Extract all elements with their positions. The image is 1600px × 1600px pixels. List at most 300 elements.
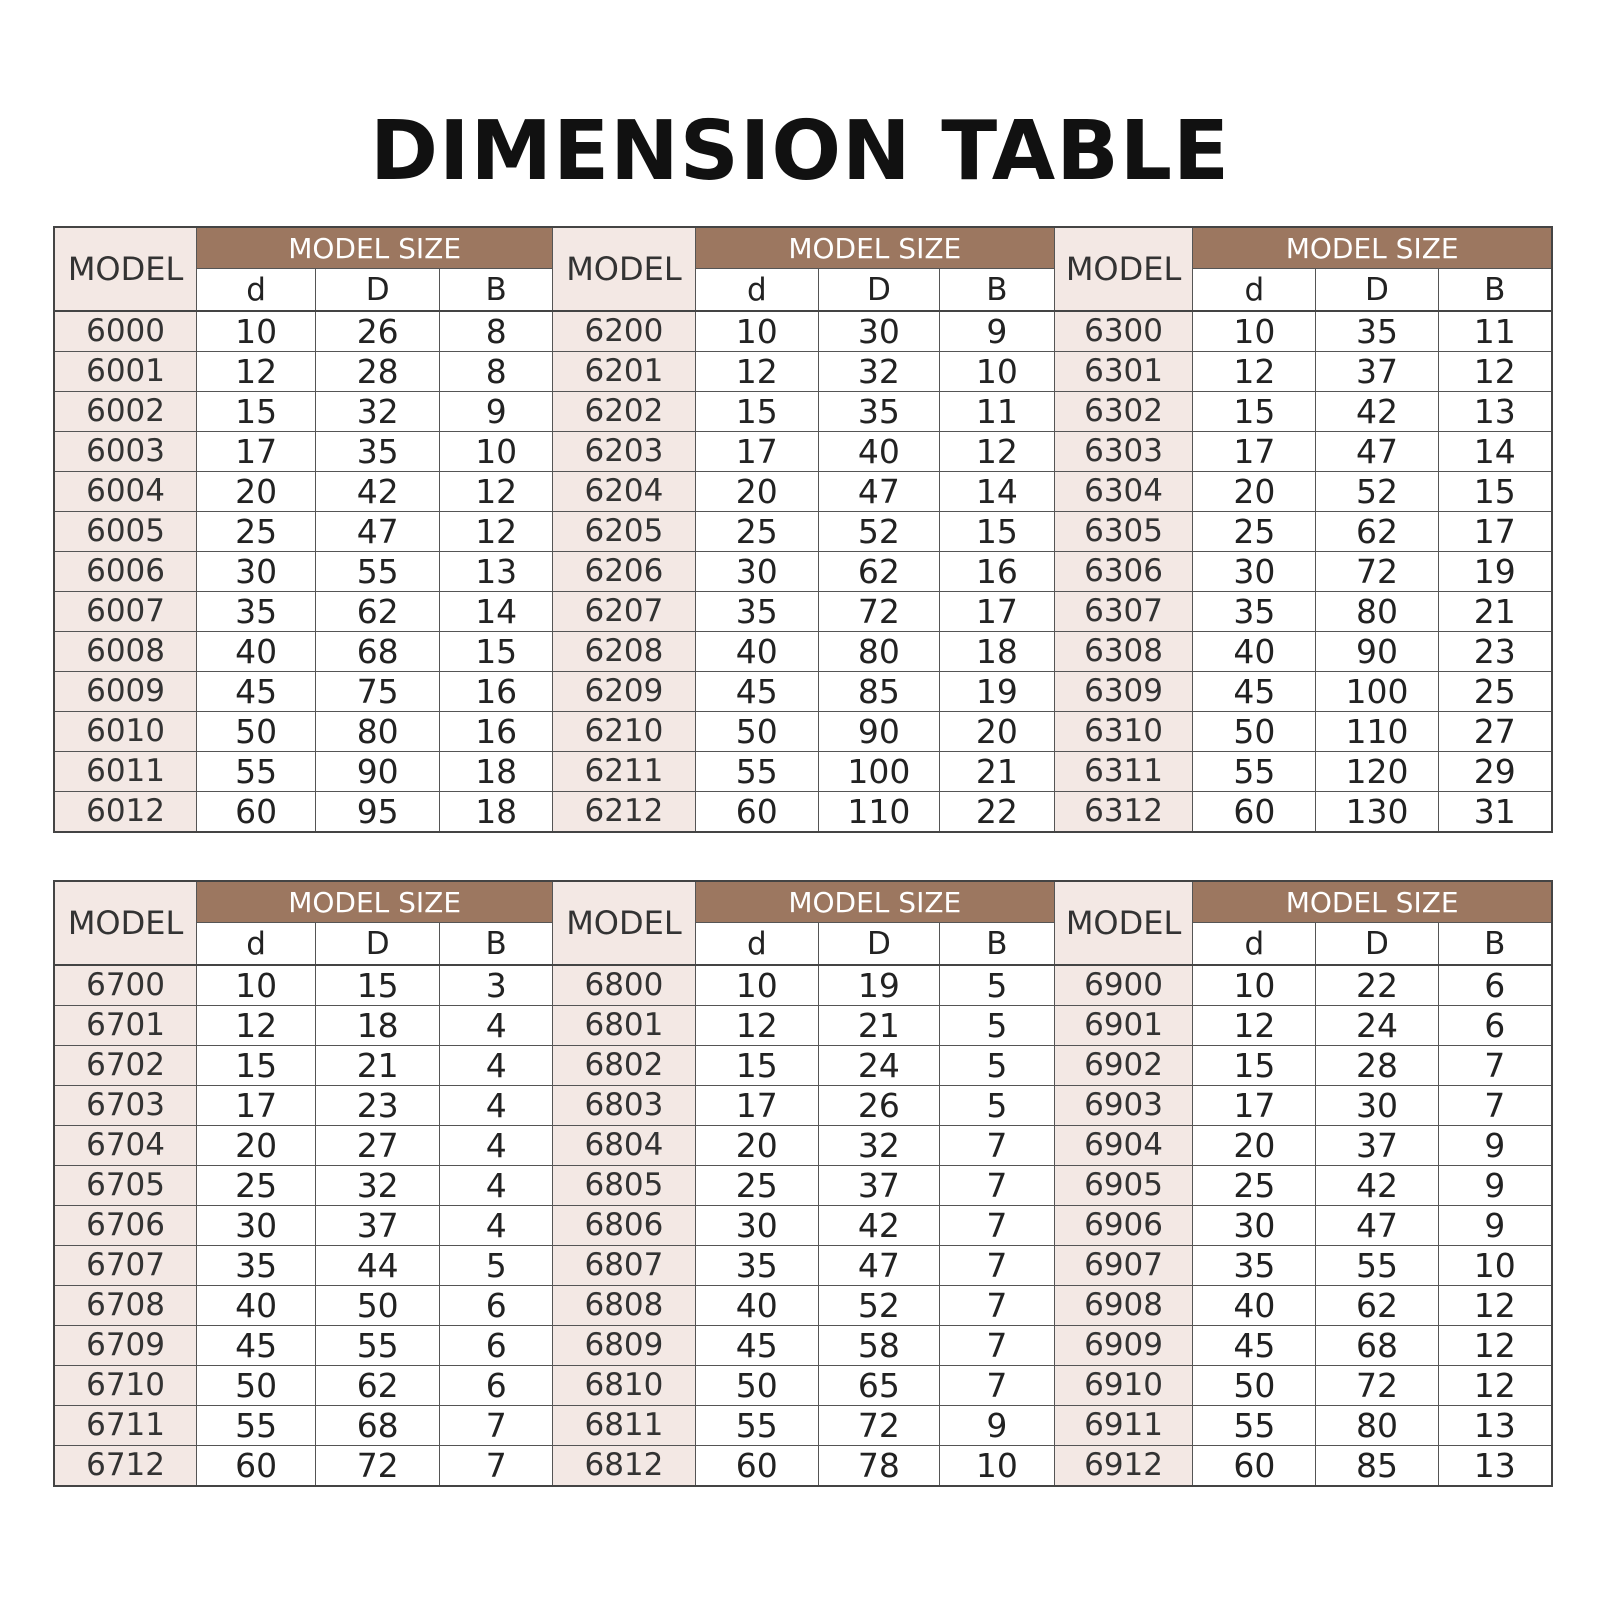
model-cell: 6303 — [1054, 432, 1193, 472]
model-cell: 6005 — [54, 512, 197, 552]
dimension-col-header-d: d — [695, 923, 818, 966]
model-cell: 6205 — [553, 512, 696, 552]
model-cell: 6804 — [553, 1126, 696, 1166]
dimension-cell: 55 — [316, 1326, 440, 1366]
model-cell: 6000 — [54, 311, 197, 352]
dimension-cell: 12 — [440, 472, 553, 512]
dimension-col-header-D: D — [316, 923, 440, 966]
dimension-cell: 55 — [1193, 1406, 1316, 1446]
dimension-cell: 16 — [939, 552, 1054, 592]
dimension-col-header-B: B — [1438, 923, 1552, 966]
dimension-cell: 15 — [1193, 1046, 1316, 1086]
table-row — [54, 1406, 1552, 1446]
dimension-cell: 6 — [440, 1286, 553, 1326]
dimension-cell: 11 — [939, 392, 1054, 432]
dimension-cell: 4 — [440, 1046, 553, 1086]
table-row — [54, 432, 1552, 472]
model-cell: 6206 — [553, 552, 696, 592]
dimension-cell: 15 — [1438, 472, 1552, 512]
dimension-cell: 9 — [1438, 1126, 1552, 1166]
dimension-cell: 30 — [1193, 1206, 1316, 1246]
dimension-cell: 30 — [695, 1206, 818, 1246]
dimension-col-header-B: B — [939, 269, 1054, 312]
table-row — [54, 672, 1552, 712]
dimension-cell: 17 — [197, 432, 316, 472]
model-cell: 6008 — [54, 632, 197, 672]
table-row — [54, 1086, 1552, 1126]
dimension-cell: 20 — [695, 1126, 818, 1166]
dimension-cell: 55 — [316, 552, 440, 592]
dimension-cell: 32 — [818, 352, 939, 392]
dimension-cell: 50 — [1193, 712, 1316, 752]
dimension-cell: 4 — [440, 1006, 553, 1046]
dimension-cell: 15 — [197, 1046, 316, 1086]
dimension-cell: 55 — [695, 752, 818, 792]
dimension-cell: 80 — [1316, 1406, 1438, 1446]
dimension-cell: 27 — [1438, 712, 1552, 752]
table-row — [54, 752, 1552, 792]
model-column-header: MODEL — [553, 881, 696, 965]
dimension-cell: 45 — [197, 672, 316, 712]
dimension-cell: 15 — [939, 512, 1054, 552]
dimension-col-header-D: D — [316, 269, 440, 312]
dimension-cell: 95 — [316, 792, 440, 833]
model-cell: 6209 — [553, 672, 696, 712]
model-cell: 6706 — [54, 1206, 197, 1246]
page-title: DIMENSION TABLE — [369, 104, 1231, 199]
dimension-cell: 85 — [1316, 1446, 1438, 1487]
dimension-cell: 78 — [818, 1446, 939, 1487]
model-cell: 6810 — [553, 1366, 696, 1406]
dimension-cell: 13 — [1438, 1446, 1552, 1487]
dimension-cell: 12 — [939, 432, 1054, 472]
dimension-cell: 12 — [197, 352, 316, 392]
dimension-cell: 35 — [1193, 592, 1316, 632]
dimension-cell: 6 — [440, 1326, 553, 1366]
dimension-col-header-d: d — [1193, 269, 1316, 312]
dimension-cell: 9 — [1438, 1206, 1552, 1246]
table-row — [54, 1366, 1552, 1406]
dimension-cell: 40 — [818, 432, 939, 472]
dimension-cell: 20 — [197, 1126, 316, 1166]
table-row — [54, 1166, 1552, 1206]
dimension-cell: 12 — [1438, 352, 1552, 392]
model-cell: 6307 — [1054, 592, 1193, 632]
dimension-cell: 130 — [1316, 792, 1438, 833]
dimension-cell: 10 — [440, 432, 553, 472]
dimension-cell: 28 — [1316, 1046, 1438, 1086]
dimension-cell: 26 — [316, 311, 440, 352]
model-cell: 6309 — [1054, 672, 1193, 712]
dimension-cell: 35 — [197, 592, 316, 632]
model-size-header: MODEL SIZE — [197, 881, 553, 923]
dimension-cell: 4 — [440, 1166, 553, 1206]
dimension-cell: 29 — [1438, 752, 1552, 792]
dimension-cell: 15 — [695, 392, 818, 432]
dimension-cell: 32 — [316, 392, 440, 432]
dimension-cell: 28 — [316, 352, 440, 392]
dimension-cell: 35 — [1193, 1246, 1316, 1286]
dimension-cell: 17 — [939, 592, 1054, 632]
dimension-cell: 12 — [197, 1006, 316, 1046]
dimension-cell: 10 — [695, 311, 818, 352]
dimension-cell: 58 — [818, 1326, 939, 1366]
table-row — [54, 472, 1552, 512]
dimension-cell: 42 — [1316, 1166, 1438, 1206]
model-cell: 6909 — [1054, 1326, 1193, 1366]
dimension-cell: 7 — [939, 1126, 1054, 1166]
dimension-cell: 9 — [939, 311, 1054, 352]
dimension-col-header-D: D — [818, 269, 939, 312]
dimension-col-header-B: B — [440, 269, 553, 312]
dimension-cell: 42 — [1316, 392, 1438, 432]
dimension-cell: 90 — [1316, 632, 1438, 672]
dimension-cell: 62 — [818, 552, 939, 592]
dimension-cell: 19 — [818, 965, 939, 1006]
dimension-cell: 7 — [939, 1246, 1054, 1286]
dimension-cell: 37 — [818, 1166, 939, 1206]
dimension-cell: 4 — [440, 1126, 553, 1166]
dimension-cell: 5 — [939, 1046, 1054, 1086]
model-size-header: MODEL SIZE — [695, 227, 1054, 269]
dimension-cell: 80 — [1316, 592, 1438, 632]
table-row — [54, 792, 1552, 833]
dimension-cell: 72 — [1316, 552, 1438, 592]
dimension-cell: 10 — [939, 352, 1054, 392]
dimension-cell: 25 — [1438, 672, 1552, 712]
dimension-cell: 55 — [197, 752, 316, 792]
table-row — [54, 1046, 1552, 1086]
dimension-cell: 7 — [440, 1406, 553, 1446]
dimension-cell: 13 — [1438, 1406, 1552, 1446]
model-cell: 6905 — [1054, 1166, 1193, 1206]
dimension-cell: 19 — [939, 672, 1054, 712]
table-row — [54, 1206, 1552, 1246]
model-cell: 6004 — [54, 472, 197, 512]
model-cell: 6212 — [553, 792, 696, 833]
model-cell: 6211 — [553, 752, 696, 792]
model-cell: 6006 — [54, 552, 197, 592]
dimension-cell: 60 — [695, 1446, 818, 1487]
dimension-cell: 90 — [818, 712, 939, 752]
model-cell: 6911 — [1054, 1406, 1193, 1446]
dimension-cell: 25 — [695, 512, 818, 552]
dimension-table-top — [53, 226, 1553, 833]
dimension-cell: 23 — [1438, 632, 1552, 672]
dimension-cell: 45 — [197, 1326, 316, 1366]
dimension-cell: 35 — [1316, 311, 1438, 352]
dimension-cell: 45 — [1193, 672, 1316, 712]
dimension-cell: 13 — [440, 552, 553, 592]
dimension-cell: 72 — [818, 592, 939, 632]
dimension-cell: 24 — [818, 1046, 939, 1086]
dimension-cell: 6 — [1438, 965, 1552, 1006]
dimension-cell: 10 — [695, 965, 818, 1006]
dimension-cell: 9 — [440, 392, 553, 432]
dimension-cell: 25 — [1193, 512, 1316, 552]
model-cell: 6310 — [1054, 712, 1193, 752]
model-cell: 6306 — [1054, 552, 1193, 592]
model-cell: 6700 — [54, 965, 197, 1006]
model-cell: 6901 — [1054, 1006, 1193, 1046]
dimension-cell: 17 — [1193, 432, 1316, 472]
dimension-cell: 35 — [695, 592, 818, 632]
dimension-cell: 47 — [1316, 1206, 1438, 1246]
dimension-cell: 20 — [1193, 1126, 1316, 1166]
table-row — [54, 965, 1552, 1006]
model-column-header: MODEL — [1054, 881, 1193, 965]
dimension-cell: 62 — [316, 592, 440, 632]
dimension-cell: 25 — [1193, 1166, 1316, 1206]
dimension-col-header-D: D — [1316, 923, 1438, 966]
dimension-cell: 42 — [316, 472, 440, 512]
dimension-cell: 30 — [197, 552, 316, 592]
table-row — [54, 392, 1552, 432]
dimension-cell: 22 — [939, 792, 1054, 833]
dimension-cell: 37 — [316, 1206, 440, 1246]
dimension-cell: 30 — [695, 552, 818, 592]
dimension-cell: 10 — [939, 1446, 1054, 1487]
dimension-cell: 21 — [818, 1006, 939, 1046]
model-cell: 6300 — [1054, 311, 1193, 352]
model-cell: 6703 — [54, 1086, 197, 1126]
model-size-header: MODEL SIZE — [695, 881, 1054, 923]
dimension-cell: 50 — [316, 1286, 440, 1326]
model-cell: 6204 — [553, 472, 696, 512]
dimension-cell: 32 — [316, 1166, 440, 1206]
dimension-cell: 30 — [197, 1206, 316, 1246]
model-cell: 6906 — [1054, 1206, 1193, 1246]
dimension-cell: 4 — [440, 1206, 553, 1246]
dimension-cell: 15 — [316, 965, 440, 1006]
dimension-cell: 72 — [1316, 1366, 1438, 1406]
dimension-cell: 12 — [1193, 1006, 1316, 1046]
dimension-cell: 3 — [440, 965, 553, 1006]
model-cell: 6010 — [54, 712, 197, 752]
dimension-cell: 52 — [818, 512, 939, 552]
dimension-cell: 7 — [939, 1366, 1054, 1406]
dimension-cell: 14 — [440, 592, 553, 632]
model-cell: 6302 — [1054, 392, 1193, 432]
dimension-cell: 10 — [197, 311, 316, 352]
dimension-cell: 5 — [939, 1006, 1054, 1046]
dimension-col-header-d: d — [197, 269, 316, 312]
dimension-cell: 35 — [818, 392, 939, 432]
dimension-cell: 72 — [316, 1446, 440, 1487]
model-cell: 6203 — [553, 432, 696, 472]
dimension-cell: 40 — [197, 1286, 316, 1326]
table-row — [54, 311, 1552, 352]
dimension-cell: 100 — [818, 752, 939, 792]
subheader-row — [54, 269, 1552, 312]
dimension-table-bottom — [53, 880, 1553, 1487]
dimension-cell: 75 — [316, 672, 440, 712]
dimension-cell: 7 — [1438, 1046, 1552, 1086]
dimension-cell: 37 — [1316, 1126, 1438, 1166]
dimension-cell: 21 — [1438, 592, 1552, 632]
dimension-cell: 4 — [440, 1086, 553, 1126]
dimension-cell: 12 — [695, 352, 818, 392]
dimension-cell: 7 — [939, 1166, 1054, 1206]
table-row — [54, 1126, 1552, 1166]
model-cell: 6902 — [1054, 1046, 1193, 1086]
dimension-cell: 10 — [197, 965, 316, 1006]
model-cell: 6308 — [1054, 632, 1193, 672]
dimension-col-header-D: D — [1316, 269, 1438, 312]
dimension-cell: 18 — [440, 752, 553, 792]
dimension-cell: 45 — [695, 672, 818, 712]
dimension-cell: 7 — [1438, 1086, 1552, 1126]
dimension-cell: 27 — [316, 1126, 440, 1166]
dimension-cell: 35 — [197, 1246, 316, 1286]
dimension-cell: 23 — [316, 1086, 440, 1126]
model-cell: 6711 — [54, 1406, 197, 1446]
dimension-cell: 45 — [1193, 1326, 1316, 1366]
model-cell: 6002 — [54, 392, 197, 432]
dimension-cell: 40 — [695, 1286, 818, 1326]
dimension-cell: 47 — [316, 512, 440, 552]
model-cell: 6801 — [553, 1006, 696, 1046]
dimension-cell: 12 — [440, 512, 553, 552]
dimension-cell: 7 — [939, 1286, 1054, 1326]
dimension-cell: 11 — [1438, 311, 1552, 352]
dimension-cell: 16 — [440, 712, 553, 752]
dimension-cell: 55 — [1316, 1246, 1438, 1286]
dimension-col-header-D: D — [818, 923, 939, 966]
dimension-cell: 62 — [1316, 512, 1438, 552]
dimension-cell: 85 — [818, 672, 939, 712]
dimension-cell: 47 — [818, 1246, 939, 1286]
dimension-cell: 12 — [1438, 1286, 1552, 1326]
dimension-cell: 68 — [316, 1406, 440, 1446]
dimension-cell: 35 — [316, 432, 440, 472]
dimension-cell: 60 — [695, 792, 818, 833]
table-row — [54, 1006, 1552, 1046]
table-row — [54, 512, 1552, 552]
dimension-cell: 31 — [1438, 792, 1552, 833]
model-cell: 6704 — [54, 1126, 197, 1166]
model-cell: 6800 — [553, 965, 696, 1006]
dimension-cell: 12 — [1438, 1326, 1552, 1366]
dimension-cell: 19 — [1438, 552, 1552, 592]
dimension-col-header-B: B — [440, 923, 553, 966]
model-cell: 6803 — [553, 1086, 696, 1126]
dimension-cell: 16 — [440, 672, 553, 712]
dimension-cell: 40 — [197, 632, 316, 672]
model-column-header: MODEL — [1054, 227, 1193, 311]
dimension-cell: 20 — [939, 712, 1054, 752]
dimension-cell: 10 — [1193, 311, 1316, 352]
dimension-cell: 55 — [1193, 752, 1316, 792]
dimension-cell: 10 — [1438, 1246, 1552, 1286]
model-cell: 6708 — [54, 1286, 197, 1326]
dimension-cell: 17 — [1193, 1086, 1316, 1126]
model-cell: 6811 — [553, 1406, 696, 1446]
dimension-cell: 17 — [695, 432, 818, 472]
dimension-cell: 20 — [1193, 472, 1316, 512]
model-cell: 6705 — [54, 1166, 197, 1206]
header-row — [54, 227, 1552, 269]
dimension-cell: 10 — [1193, 965, 1316, 1006]
dimension-cell: 12 — [1193, 352, 1316, 392]
dimension-cell: 30 — [1193, 552, 1316, 592]
dimension-cell: 5 — [939, 1086, 1054, 1126]
dimension-cell: 15 — [1193, 392, 1316, 432]
dimension-cell: 55 — [695, 1406, 818, 1446]
model-cell: 6207 — [553, 592, 696, 632]
dimension-cell: 17 — [1438, 512, 1552, 552]
model-cell: 6912 — [1054, 1446, 1193, 1487]
model-cell: 6701 — [54, 1006, 197, 1046]
dimension-cell: 110 — [818, 792, 939, 833]
table-row — [54, 1286, 1552, 1326]
dimension-cell: 26 — [818, 1086, 939, 1126]
model-column-header: MODEL — [553, 227, 696, 311]
table-row — [54, 1246, 1552, 1286]
dimension-cell: 60 — [1193, 1446, 1316, 1487]
dimension-cell: 40 — [1193, 632, 1316, 672]
model-cell: 6201 — [553, 352, 696, 392]
table-row — [54, 552, 1552, 592]
dimension-cell: 72 — [818, 1406, 939, 1446]
model-cell: 6012 — [54, 792, 197, 833]
dimension-cell: 47 — [1316, 432, 1438, 472]
model-cell: 6904 — [1054, 1126, 1193, 1166]
dimension-cell: 50 — [197, 712, 316, 752]
model-cell: 6712 — [54, 1446, 197, 1487]
dimension-cell: 60 — [1193, 792, 1316, 833]
subheader-row — [54, 923, 1552, 966]
dimension-cell: 42 — [818, 1206, 939, 1246]
dimension-cell: 25 — [197, 1166, 316, 1206]
dimension-cell: 15 — [695, 1046, 818, 1086]
dimension-cell: 7 — [939, 1326, 1054, 1366]
dimension-cell: 110 — [1316, 712, 1438, 752]
model-cell: 6805 — [553, 1166, 696, 1206]
table-row — [54, 712, 1552, 752]
dimension-cell: 12 — [695, 1006, 818, 1046]
dimension-cell: 68 — [1316, 1326, 1438, 1366]
model-cell: 6311 — [1054, 752, 1193, 792]
model-cell: 6808 — [553, 1286, 696, 1326]
model-cell: 6200 — [553, 311, 696, 352]
dimension-cell: 25 — [695, 1166, 818, 1206]
dimension-cell: 14 — [939, 472, 1054, 512]
model-column-header: MODEL — [54, 881, 197, 965]
dimension-cell: 14 — [1438, 432, 1552, 472]
dimension-cell: 5 — [939, 965, 1054, 1006]
dimension-cell: 45 — [695, 1326, 818, 1366]
model-cell: 6910 — [1054, 1366, 1193, 1406]
dimension-cell: 50 — [1193, 1366, 1316, 1406]
dimension-cell: 18 — [316, 1006, 440, 1046]
model-size-header: MODEL SIZE — [197, 227, 553, 269]
dimension-cell: 15 — [440, 632, 553, 672]
dimension-col-header-B: B — [939, 923, 1054, 966]
model-cell: 6900 — [1054, 965, 1193, 1006]
dimension-cell: 24 — [1316, 1006, 1438, 1046]
dimension-cell: 6 — [1438, 1006, 1552, 1046]
table-row — [54, 632, 1552, 672]
dimension-cell: 37 — [1316, 352, 1438, 392]
model-cell: 6812 — [553, 1446, 696, 1487]
model-cell: 6806 — [553, 1206, 696, 1246]
dimension-cell: 120 — [1316, 752, 1438, 792]
dimension-cell: 60 — [197, 1446, 316, 1487]
dimension-cell: 21 — [316, 1046, 440, 1086]
model-size-header: MODEL SIZE — [1193, 881, 1552, 923]
model-cell: 6305 — [1054, 512, 1193, 552]
